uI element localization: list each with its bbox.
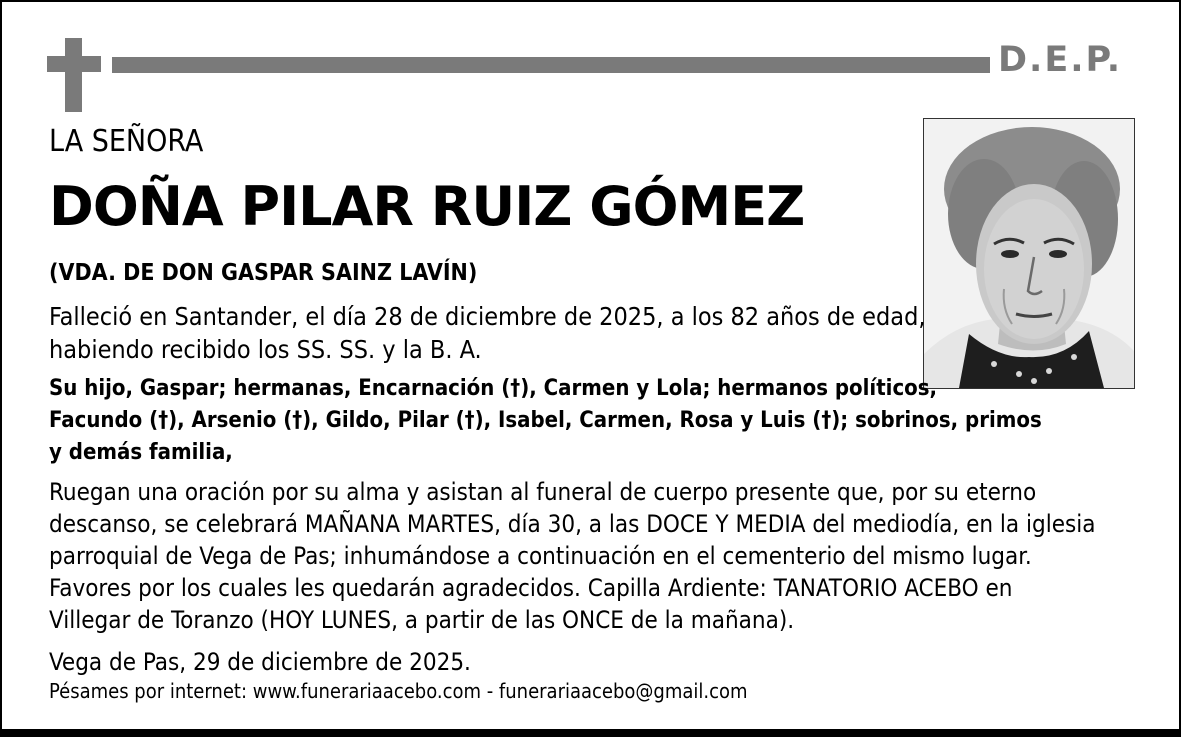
deceased-portrait [923, 118, 1135, 389]
funeral-line: Ruegan una oración por su alma y asistan al funeral de cuerpo presente que, por su eterno [49, 478, 1037, 506]
funeral-line: Villegar de Toranzo (HOY LUNES, a partir de las ONCE de la mañana). [49, 606, 795, 634]
online-condolences: Pésames por internet: www.funerariaacebo.com - funerariaacebo@gmail.com [49, 679, 748, 703]
place-and-date: Vega de Pas, 29 de diciembre de 2025. [49, 648, 471, 676]
funeral-details [49, 476, 1095, 636]
family-line: Su hijo, Gaspar; hermanas, Encarnación (†), Carmen y Lola; hermanos políticos, [49, 376, 938, 401]
latin-cross-icon [47, 38, 101, 112]
family-line: y demás familia, [49, 440, 233, 465]
funeral-line: Favores por los cuales les quedarán agradecidos. Capilla Ardiente: TANATORIO ACEBO en [49, 574, 1013, 602]
title-prefix: LA SEÑORA [49, 124, 204, 159]
funeral-line: parroquial de Vega de Pas; inhumándose a continuación en el cementerio del mismo lugar. [49, 542, 1032, 570]
funeral-line: descanso, se celebrará MAÑANA MARTES, día 30, a las DOCE Y MEDIA del mediodía, en la iglesia [49, 510, 1096, 538]
death-line: habiendo recibido los SS. SS. y la B. A. [49, 335, 482, 364]
dep-label: D.E.P. [998, 40, 1123, 80]
death-line: Falleció en Santander, el día 28 de diciembre de 2025, a los 82 años de edad, [49, 302, 926, 331]
family-line: Facundo (†), Arsenio (†), Gildo, Pilar (†), Isabel, Carmen, Rosa y Luis (†); sobrinos, primos [49, 408, 1042, 433]
header-rule [112, 57, 990, 73]
widow-of: (VDA. DE DON GASPAR SAINZ LAVÍN) [49, 260, 478, 286]
deceased-name: DOÑA PILAR RUIZ GÓMEZ [49, 175, 805, 238]
death-notice [49, 300, 926, 366]
family-list [49, 373, 1042, 469]
